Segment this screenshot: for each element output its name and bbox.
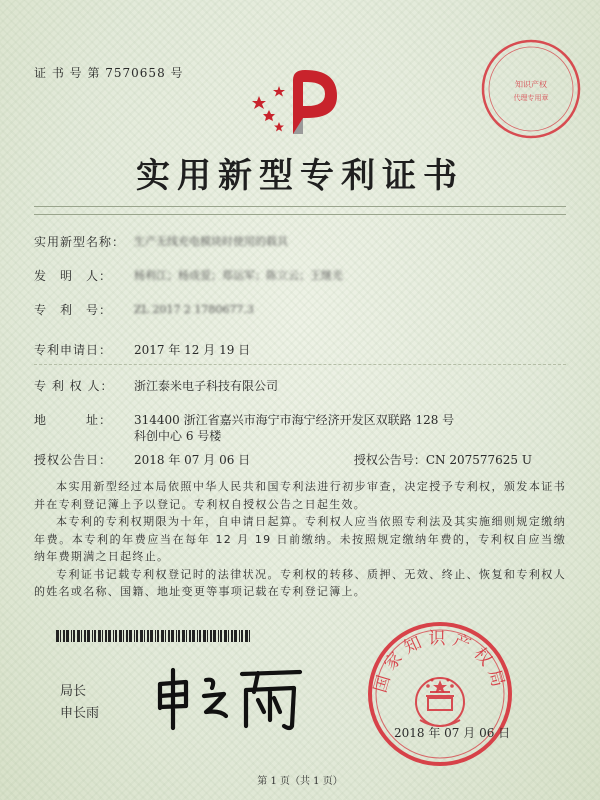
barcode-bar (129, 630, 132, 642)
barcode-bar (218, 630, 219, 642)
barcode-bar (87, 630, 90, 642)
barcode-bar (224, 630, 227, 642)
barcode (56, 630, 252, 642)
barcode-bar (182, 630, 185, 642)
barcode-bar (71, 630, 72, 642)
patent-number-label: 专 利 号： (34, 303, 113, 317)
barcode-bar (157, 630, 159, 642)
barcode-bar (147, 630, 149, 642)
barcode-bar (115, 630, 117, 642)
barcode-bar (126, 630, 128, 642)
pub-number (354, 452, 532, 468)
address-line-2: 科创中心 6 号楼 (134, 429, 222, 443)
owner-label: 专 利 权 人： (34, 379, 114, 393)
utility-name-label: 实用新型名称： (34, 235, 126, 249)
barcode-bar (239, 630, 240, 642)
barcode-bar (210, 630, 212, 642)
owner-value: 浙江泰米电子科技有限公司 (134, 379, 279, 393)
pub-date-value: 2018 年 07 月 06 日 (134, 453, 251, 467)
filing-date-label: 专利申请日： (34, 343, 113, 357)
barcode-bar (66, 630, 69, 642)
director-title: 局长 (60, 684, 87, 699)
certificate-title: 实用新型专利证书 (136, 156, 464, 196)
certificate-number: 证 书 号 第 7570658 号 (34, 66, 184, 80)
address-line-1: 314400 浙江省嘉兴市海宁市海宁经济开发区双联路 128 号 (134, 413, 455, 427)
barcode-bar (245, 630, 248, 642)
barcode-bar (119, 630, 122, 642)
barcode-bar (213, 630, 216, 642)
barcode-bar (189, 630, 191, 642)
barcode-bar (220, 630, 222, 642)
certificate-body (34, 478, 566, 601)
barcode-bar (186, 630, 187, 642)
barcode-bar (171, 630, 174, 642)
seal-date: 2018 年 07 月 06 日 (394, 726, 511, 740)
agency-stamp (476, 34, 586, 144)
pub-date-label: 授权公告日： (34, 453, 113, 467)
barcode-bar (203, 630, 206, 642)
barcode-bar (77, 630, 80, 642)
filing-date-value: 2017 年 12 月 19 日 (134, 343, 251, 357)
barcode-bar (56, 630, 59, 642)
patent-office-logo (245, 62, 355, 142)
body-paragraph-1: 本实用新型经过本局依照中华人民共和国专利法进行初步审查，决定授予专利权，颁发本证书并在专利登记簿上予以登记。专利权自授权公告之日起生效。 (34, 480, 566, 511)
title-rule-bottom (34, 214, 566, 215)
barcode-bar (140, 630, 143, 642)
barcode-bar (168, 630, 170, 642)
barcode-bar (161, 630, 164, 642)
barcode-bar (234, 630, 237, 642)
official-seal (366, 620, 514, 768)
barcode-bar (102, 630, 103, 642)
pub-number-value: CN 207577625 U (425, 453, 532, 467)
patent-number-value: ZL 2017 2 1780677.3 (134, 303, 254, 316)
svg-text:代理专用章: 代理专用章 (513, 94, 549, 102)
address-value (134, 412, 570, 444)
title-rule-top (34, 206, 566, 207)
barcode-bar (249, 630, 250, 642)
barcode-bar (134, 630, 135, 642)
barcode-bar (98, 630, 101, 642)
barcode-bar (136, 630, 138, 642)
barcode-bar (144, 630, 145, 642)
barcode-bar (197, 630, 198, 642)
director-name: 申长雨 (60, 706, 100, 721)
barcode-bar (231, 630, 233, 642)
address-label: 地 址： (34, 413, 113, 427)
barcode-bar (178, 630, 180, 642)
barcode-bar (207, 630, 208, 642)
barcode-bar (192, 630, 195, 642)
barcode-bar (108, 630, 111, 642)
barcode-bar (105, 630, 107, 642)
barcode-bar (165, 630, 166, 642)
barcode-bar (63, 630, 65, 642)
barcode-bar (150, 630, 153, 642)
barcode-bar (94, 630, 96, 642)
svg-text:国家知识产权局: 国家知识产权局 (370, 629, 510, 696)
barcode-bar (228, 630, 229, 642)
page-footer: 第 1 页（共 1 页） (257, 776, 343, 787)
barcode-bar (199, 630, 201, 642)
barcode-bar (155, 630, 156, 642)
barcode-bar (60, 630, 61, 642)
barcode-bar (84, 630, 86, 642)
barcode-bar (241, 630, 243, 642)
barcode-bar (92, 630, 93, 642)
barcode-bar (123, 630, 124, 642)
barcode-bar (73, 630, 75, 642)
handwritten-signature (150, 656, 320, 736)
barcode-bar (81, 630, 82, 642)
pub-number-label: 授权公告号： (353, 453, 426, 467)
inventors-value: 杨利江；杨成爱；郑运军；陈立云；王继光 (134, 269, 343, 282)
separator (34, 364, 566, 365)
barcode-bar (176, 630, 177, 642)
body-paragraph-2: 本专利的专利权期限为十年，自申请日起算。专利权人应当依照专利法及其实施细则规定缴纳年费。本专利的年费应当在每年 12 月 19 日前缴纳。未按照规定缴纳年费的，专利权自应当缴纳年费期满之日起终止。 (34, 515, 566, 563)
body-paragraph-3: 专利证书记载专利权登记时的法律状况。专利权的转移、质押、无效、终止、恢复和专利权人的姓名或名称、国籍、地址变更等事项记载在专利登记簿上。 (34, 567, 566, 598)
utility-name-value: 生产无线充电模块时使用的载具 (134, 235, 288, 248)
svg-text:知识产权: 知识产权 (515, 80, 547, 89)
barcode-bar (113, 630, 114, 642)
inventors-label: 发 明 人： (34, 269, 113, 283)
